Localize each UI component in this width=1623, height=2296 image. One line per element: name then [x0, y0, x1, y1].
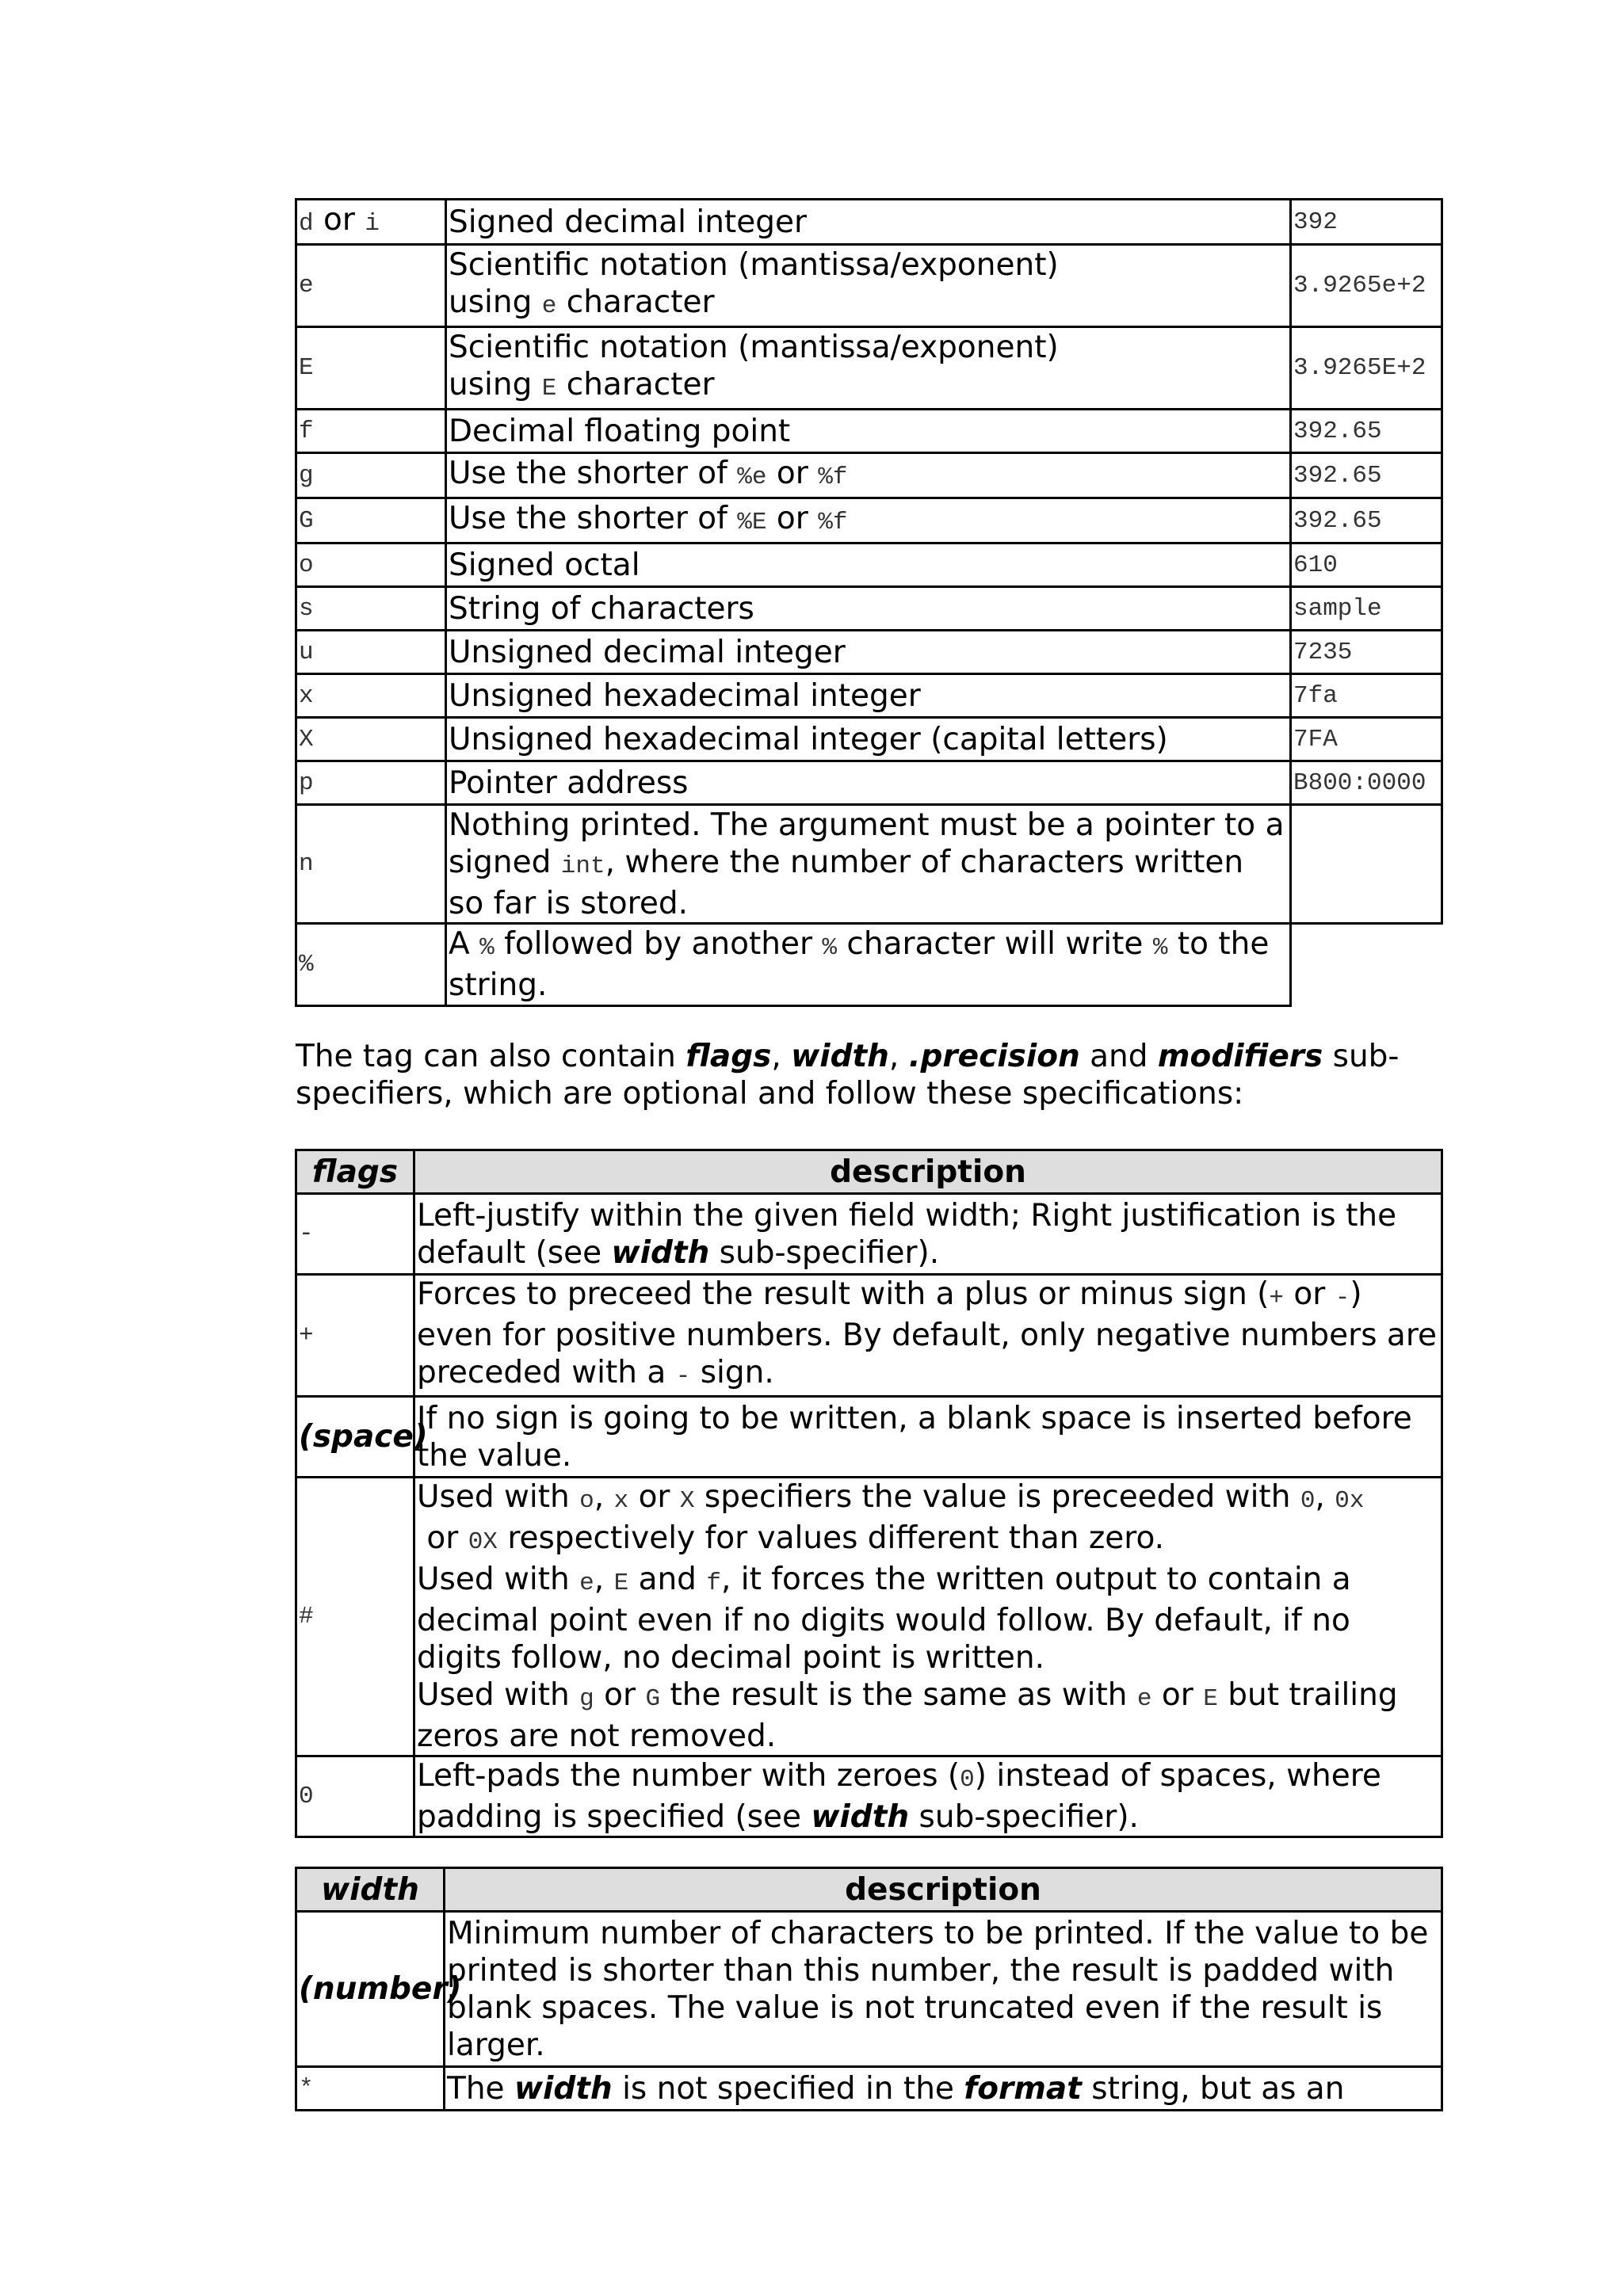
description-cell: Used with o, x or X specifiers the value is preceeded with 0, 0x or 0X respectively for values different than zero. Used with e, E and f, it forces the written output to contain a decimal point even if no digits would follow. By default, if no digits follow, no decimal point is written. Used with g or G the result is the same as with e or E but trailing zeros are not removed. [414, 1478, 1442, 1756]
spec-cell: e [296, 245, 446, 327]
table-header-row [296, 1868, 1442, 1912]
table-row [296, 1756, 1442, 1837]
example-cell: B800:0000 [1291, 761, 1442, 805]
example-cell: 7fa [1291, 674, 1442, 718]
example-cell: 610 [1291, 543, 1442, 587]
spec-cell: n [296, 805, 446, 924]
description-cell: Minimum number of characters to be printed. If the value to be printed is shorter than this number, the result is padded with blank spaces. The value is not truncated even if the result is larger. [445, 1912, 1442, 2067]
description-cell: Use the shorter of %e or %f [446, 453, 1291, 498]
table-row [296, 327, 1442, 410]
description-cell: Signed octal [446, 543, 1291, 587]
spec-cell: x [296, 674, 446, 718]
table-row [296, 498, 1442, 543]
table-row [296, 631, 1442, 674]
flag-cell: # [296, 1478, 414, 1756]
table-row [296, 924, 1442, 1006]
description-cell: Unsigned hexadecimal integer [446, 674, 1291, 718]
description-cell: Unsigned hexadecimal integer (capital letters) [446, 718, 1291, 761]
width-cell: * [296, 2067, 445, 2111]
width-table [295, 1867, 1443, 2111]
description-cell: Scientific notation (mantissa/exponent) using E character [446, 327, 1291, 410]
table-row [296, 718, 1442, 761]
spec-cell: g [296, 453, 446, 498]
example-cell: 3.9265e+2 [1291, 245, 1442, 327]
description-cell: Signed decimal integer [446, 200, 1291, 245]
description-cell: Scientific notation (mantissa/exponent) using e character [446, 245, 1291, 327]
header-description: description [445, 1868, 1442, 1912]
example-cell: 392.65 [1291, 498, 1442, 543]
table-row [296, 1275, 1442, 1397]
example-cell: 7FA [1291, 718, 1442, 761]
table-row [296, 587, 1442, 631]
flags-table [295, 1149, 1447, 1838]
spec-cell: s [296, 587, 446, 631]
description-cell: Decimal floating point [446, 410, 1291, 453]
intro-paragraph: The tag can also contain flags, width, .precision and modifiers sub-specifiers, which are optional and follow these specifications: [296, 1039, 1400, 1112]
description-cell: Pointer address [446, 761, 1291, 805]
example-cell: 392 [1291, 200, 1442, 245]
header-width: width [296, 1868, 445, 1912]
specifier-table [295, 198, 1443, 1007]
table-row [296, 1397, 1442, 1478]
table-row [296, 761, 1442, 805]
table-row [296, 543, 1442, 587]
description-cell: Use the shorter of %E or %f [446, 498, 1291, 543]
example-cell: 392.65 [1291, 453, 1442, 498]
spec-cell: p [296, 761, 446, 805]
example-cell: 7235 [1291, 631, 1442, 674]
example-cell: 3.9265E+2 [1291, 327, 1442, 410]
flag-cell: 0 [296, 1756, 414, 1837]
header-description: description [414, 1150, 1442, 1194]
flag-cell: - [296, 1194, 414, 1275]
table-row [296, 805, 1442, 924]
example-cell [1291, 805, 1442, 924]
description-cell: Unsigned decimal integer [446, 631, 1291, 674]
spec-cell: o [296, 543, 446, 587]
description-cell: If no sign is going to be written, a blank space is inserted before the value. [414, 1397, 1442, 1478]
width-cell: (number) [296, 1912, 445, 2067]
description-cell: The width is not specified in the format string, but as an [445, 2067, 1442, 2111]
example-cell: sample [1291, 587, 1442, 631]
spec-cell: f [296, 410, 446, 453]
table-row [296, 410, 1442, 453]
table-row [296, 453, 1442, 498]
spec-cell: X [296, 718, 446, 761]
example-cell: 392.65 [1291, 410, 1442, 453]
table-row [296, 245, 1442, 327]
flag-cell: (space) [296, 1397, 414, 1478]
spec-cell: % [296, 924, 446, 1006]
spec-cell: d or i [296, 200, 446, 245]
flag-cell: + [296, 1275, 414, 1397]
spec-cell: u [296, 631, 446, 674]
description-cell: Nothing printed. The argument must be a pointer to a signed int, where the number of characters written so far is stored. [446, 805, 1291, 924]
spec-cell: G [296, 498, 446, 543]
header-flags: flags [296, 1150, 414, 1194]
description-cell: Left-justify within the given field width; Right justification is the default (see width sub-specifier). [414, 1194, 1442, 1275]
table-row [296, 674, 1442, 718]
description-cell: Left-pads the number with zeroes (0) instead of spaces, where padding is specified (see width sub-specifier). [414, 1756, 1442, 1837]
table-row [296, 1194, 1442, 1275]
description-cell: A % followed by another % character will write % to the string. [446, 924, 1291, 1006]
description-cell: String of characters [446, 587, 1291, 631]
spec-cell: E [296, 327, 446, 410]
table-row [296, 200, 1442, 245]
table-row [296, 2067, 1442, 2111]
table-row [296, 1478, 1442, 1756]
empty-cell [1291, 924, 1442, 1006]
table-row [296, 1912, 1442, 2067]
table-header-row [296, 1150, 1442, 1194]
description-cell: Forces to preceed the result with a plus or minus sign (+ or -) even for positive numbers. By default, only negative numbers are preceded with a - sign. [414, 1275, 1442, 1397]
